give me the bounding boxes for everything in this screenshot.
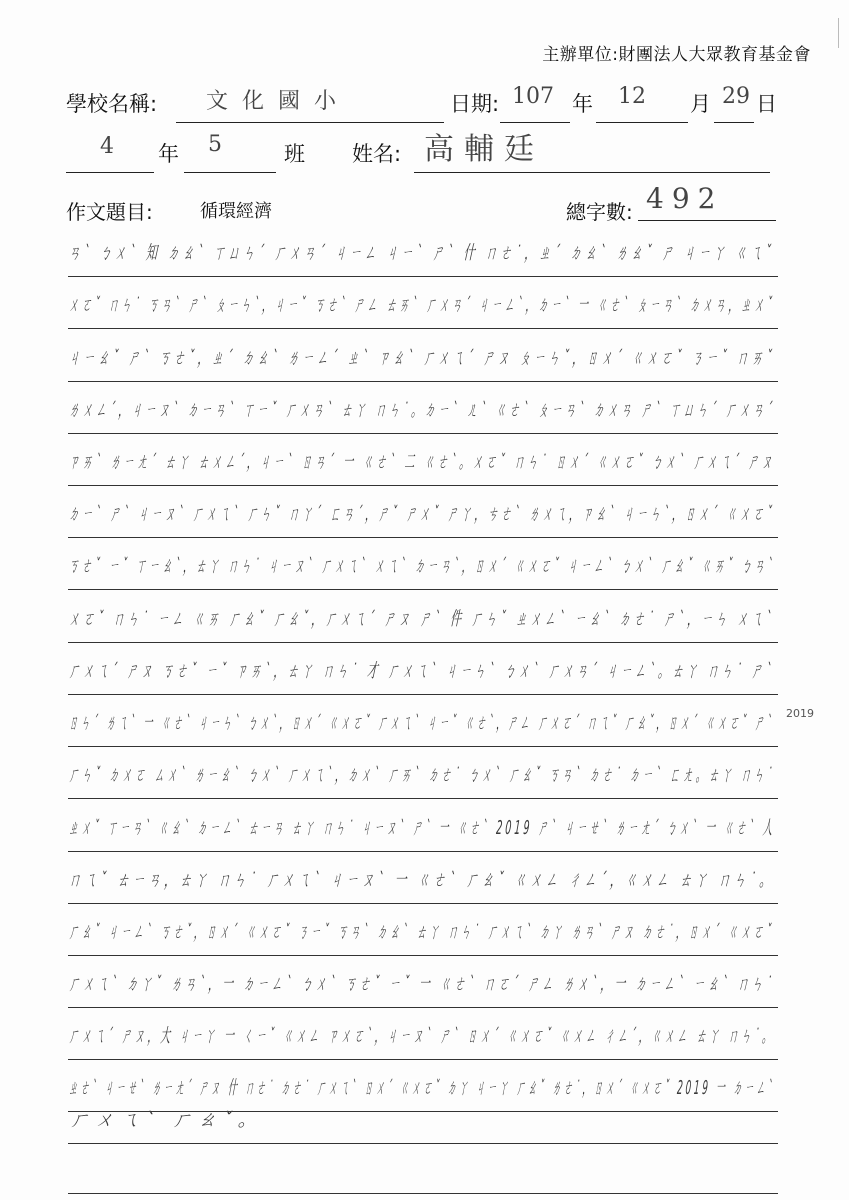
essay-text: ㄖㄣˊ ㄌㄟˋ 一 ㄍㄜˋ ㄐㄧㄣˋ ㄅㄨˋ，ㄖㄨˊ ㄍㄨㄛˇ ㄏㄨㄟˋ ㄐㄧˇ ㄍㄜˋ，ㄕㄥ ㄏㄨㄛˊ ㄇㄟˇ ㄏㄠˇ，ㄖㄨˊ ㄍㄨㄛˇ ㄕˋ (68, 712, 776, 734)
essay-text: ㄨㄛˇ ㄇㄣ˙ ㄧㄥ ㄍㄞ ㄏㄠˇ ㄏㄠˇ，ㄏㄨㄟˊ ㄕㄡ ㄕˋ 件 ㄏㄣˇ ㄓㄨㄥˋ ㄧㄠˋ ㄉㄜ˙ ㄕˋ，ㄧㄣ ㄨㄟˋ (68, 608, 776, 630)
margin-note: 2019 (786, 707, 814, 720)
month-label: 月 (690, 92, 711, 116)
essay-text: ㄇㄟˇ ㄊㄧㄢ，ㄊㄚ ㄇㄣ˙ ㄏㄨㄟˋ ㄐㄧㄡˋ 一 ㄍㄜˋ ㄏㄠˇ ㄍㄨㄥ ㄔㄥˊ，ㄍㄨㄥ ㄊㄚ ㄇㄣ˙。 (68, 869, 776, 891)
topic-label: 作文題目: (66, 200, 153, 224)
essay-text: ㄐㄧㄠˇ ㄕˋ ㄎㄜˇ，ㄓˊ ㄉㄠˋ ㄌㄧㄥˊ ㄓˋ ㄗㄠˋ ㄏㄨㄟˊ ㄕㄡ ㄆㄧㄣˇ，ㄖㄨˊ ㄍㄨㄛˇ ㄋㄧˇ ㄇㄞˇ (68, 347, 777, 369)
name-label: 姓名: (352, 142, 402, 166)
day-label: 日 (756, 92, 777, 116)
year-value: 107 (512, 84, 554, 109)
essay-text: ㄏㄨㄟˋ ㄉㄚˇ ㄌㄢˋ，一 ㄉㄧㄥˋ ㄅㄨˋ ㄎㄜˇ ㄧˇ 一 ㄍㄜˋ ㄇㄛˊ ㄕㄥ ㄌㄨˋ，一 ㄉㄧㄥˋ ㄧㄠˋ ㄇㄣ˙ (68, 973, 776, 995)
essay-text: ㄌㄨㄥˊ，ㄐㄧㄡˋ ㄉㄧㄢˋ ㄒㄧˇ ㄏㄨㄢˋ ㄊㄚ ㄇㄣ˙。ㄉㄧˋ ㄦˋ ㄍㄜˋ ㄆㄧㄢˋ ㄉㄨㄢ ㄕˋ ㄒㄩㄣˊ ㄏㄨㄢˊ (68, 399, 777, 421)
paper-edge-mark (838, 18, 845, 48)
school-label: 學校名稱: (66, 92, 158, 116)
essay-text: ㄏㄣˇ ㄉㄨㄛ ㄙㄨˋ ㄌㄧㄠˋ ㄅㄨˋ ㄏㄨㄟˋ，ㄉㄨˋ ㄏㄞˋ ㄉㄜ˙ ㄅㄨˋ ㄏㄠˇ ㄎㄢˋ ㄉㄜ˙ ㄉㄧˋ ㄈㄤ。ㄊㄚ ㄇㄣ˙ (68, 764, 776, 786)
essay-text: ㄓㄨˇ ㄒㄧㄢˋ ㄍㄠˋ ㄉㄧㄥˋ ㄊㄧㄢ ㄊㄚ ㄇㄣ˙ ㄐㄧㄡˋ ㄕˋ 一 ㄍㄜˋ 2019 ㄕˋ ㄐㄧㄝˋ ㄌㄧㄤˊ ㄅㄨˋ 一 ㄍㄜˋ 人 (68, 817, 777, 839)
name-value: 高輔廷 (424, 132, 544, 167)
wordcount-value: 492 (646, 182, 724, 215)
essay-text: ㄓㄜˋ ㄐㄧㄝˋ ㄌㄧㄤˊ ㄕㄡ 什 ㄇㄜ˙ ㄉㄜ˙ ㄏㄨㄟˋ ㄖㄨˊ ㄍㄨㄛˇ ㄉㄚ ㄐㄧㄚ ㄏㄠˇ ㄌㄜ˙，ㄖㄨˊ ㄍㄨㄛˇ 2019 一 ㄉㄧㄥˋ (68, 1077, 776, 1099)
essay-text: ㄨㄛˇ ㄇㄣ˙ ㄎㄢˋ ㄕˋ ㄆㄧㄣˋ，ㄐㄧˇ ㄎㄜˋ ㄕㄥ ㄊㄞˋ ㄏㄨㄢˊ ㄐㄧㄥˋ，ㄉㄧˋ 一 ㄍㄜˋ ㄆㄧㄢˋ ㄉㄨㄢ，ㄓㄨˇ (68, 294, 776, 316)
month-value: 12 (618, 84, 646, 109)
grade-value: 4 (100, 134, 114, 159)
class-field[interactable] (184, 138, 276, 173)
year-label: 年 (572, 92, 593, 116)
essay-text: ㄏㄨㄟˊ ㄕㄡ，大 ㄐㄧㄚ 一 ㄑㄧˇ ㄍㄨㄥ ㄗㄨㄛˋ，ㄐㄧㄡˋ ㄕˋ ㄖㄨˊ ㄍㄨㄛˇ ㄍㄨㄥ ㄔㄥˊ，ㄍㄨㄥ ㄊㄚ ㄇㄣ˙。 (68, 1025, 776, 1047)
essay-text: ㄢˋ ㄅㄨˋ 知 ㄉㄠˋ ㄒㄩㄣˊ ㄏㄨㄢˊ ㄐㄧㄥ ㄐㄧˋ ㄕˋ 什 ㄇㄜ˙，ㄓˊ ㄉㄠˋ ㄌㄠˇ ㄕ ㄐㄧㄚ ㄍㄟˇ (68, 242, 776, 264)
day-value: 29 (722, 84, 750, 109)
organizer-text: 主辦單位:財團法人大眾教育基金會 (542, 45, 811, 65)
essay-text: ㄗㄞˋ ㄌㄧㄤˊ ㄊㄚ ㄊㄨㄥˊ，ㄐㄧˋ ㄖㄢˊ 一 ㄍㄜˋ 二 ㄍㄜˋ。ㄨㄛˇ ㄇㄣ˙ ㄖㄨˊ ㄍㄨㄛˇ ㄅㄨˋ ㄏㄨㄟˊ ㄕㄡ (68, 451, 776, 473)
essay-text: ㄏㄨㄟˋ ㄏㄠˇ。 (69, 1109, 264, 1131)
essay-text: ㄏㄨㄟˊ ㄕㄡ ㄎㄜˇ ㄧˇ ㄗㄞˋ，ㄊㄚ ㄇㄣ˙ 才 ㄏㄨㄟˋ ㄐㄧㄣˋ ㄅㄨˋ ㄏㄨㄢˊ ㄐㄧㄥˋ。ㄊㄚ ㄇㄣ˙ ㄕˋ (68, 660, 776, 682)
wordcount-label: 總字數: (566, 200, 633, 224)
topic-value: 循環經濟 (200, 201, 272, 222)
essay-line (68, 1145, 778, 1194)
class-value: 5 (208, 132, 222, 157)
essay-text: ㄎㄜˇ ㄧˇ ㄒㄧㄠˋ，ㄊㄚ ㄇㄣ˙ ㄐㄧㄡˋ ㄏㄨㄟˋ ㄨㄟˋ ㄉㄧㄢˋ，ㄖㄨˊ ㄍㄨㄛˇ ㄐㄧㄥˋ ㄅㄨˋ ㄏㄠˇ ㄍㄞˇ ㄅㄢˋ (68, 555, 777, 577)
essay-text: ㄉㄧˋ ㄕˋ ㄐㄧㄡˋ ㄏㄨㄟˋ ㄏㄣˇ ㄇㄚˊ ㄈㄢˊ，ㄕˇ ㄕㄨˇ ㄕㄚ，ㄘㄜˋ ㄌㄨㄟ，ㄗㄠˋ ㄐㄧㄣˋ，ㄖㄨˊ ㄍㄨㄛˇ (68, 503, 776, 525)
grade-label: 年 (158, 142, 179, 166)
date-label: 日期: (450, 92, 500, 116)
essay-text: ㄏㄠˇ ㄐㄧㄥˋ ㄎㄜˇ，ㄖㄨˊ ㄍㄨㄛˇ ㄋㄧˇ ㄎㄢˋ ㄉㄠˋ ㄊㄚ ㄇㄣ˙ ㄏㄨㄟˋ ㄉㄚ ㄌㄢˋ ㄕㄡ ㄉㄜ˙，ㄖㄨˊ ㄍㄨㄛˇ (68, 921, 775, 943)
class-label: 班 (284, 142, 305, 166)
school-value: 文化國小 (206, 89, 351, 114)
